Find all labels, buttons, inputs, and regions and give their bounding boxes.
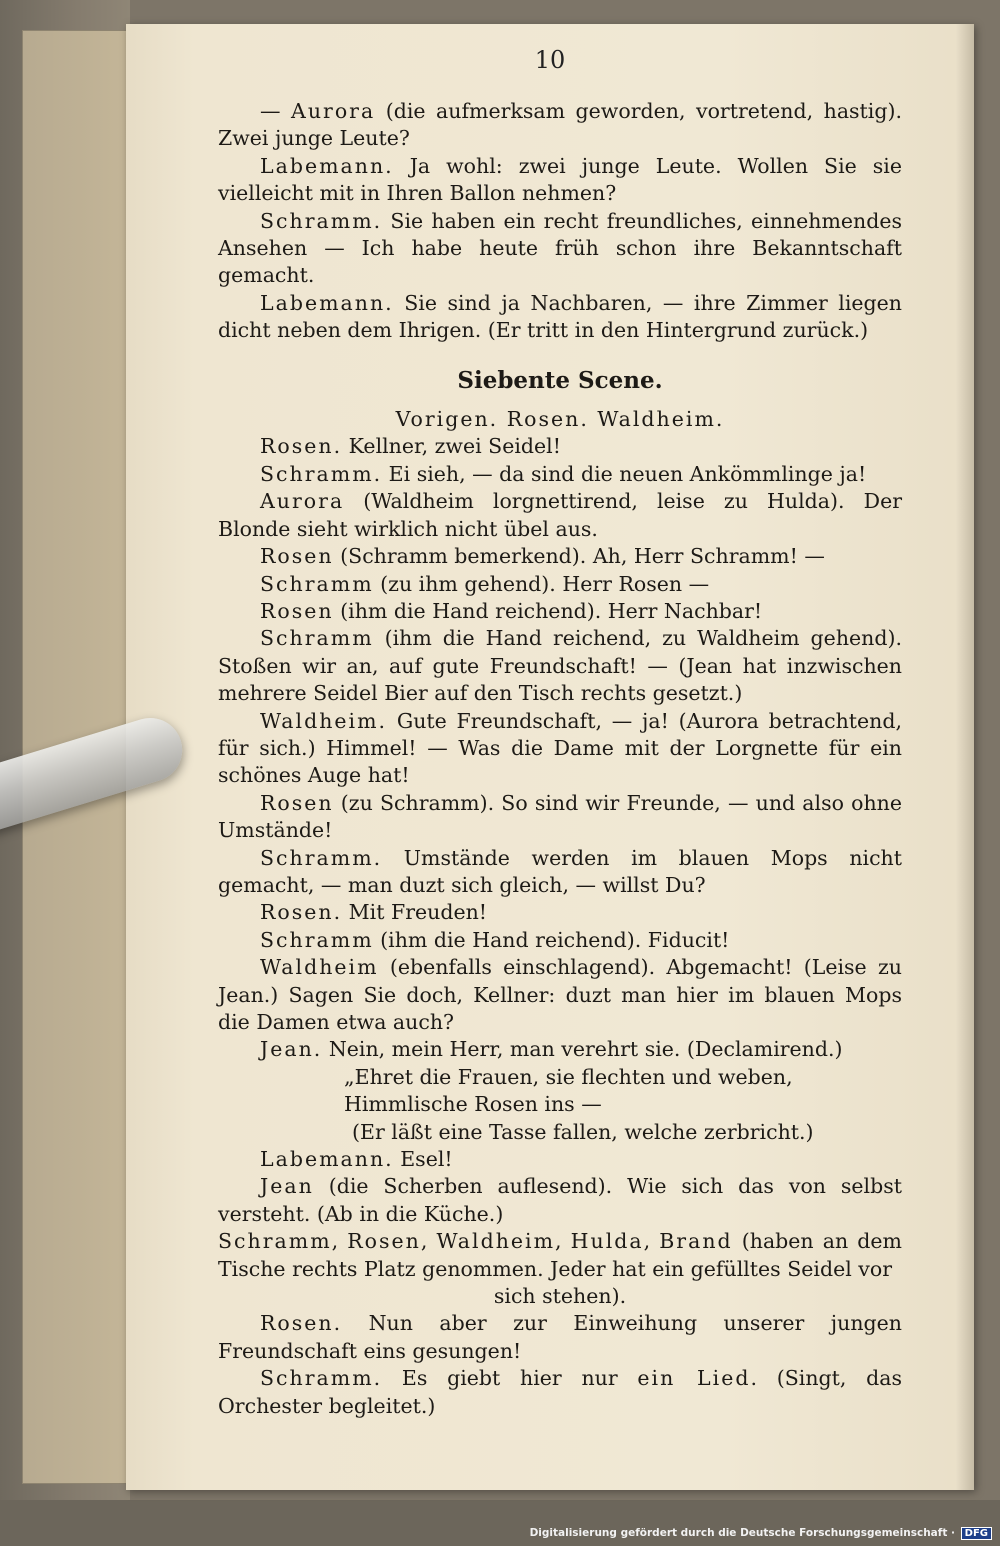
verse-line: „Ehret die Frauen, sie flechten und weben,: [344, 1064, 793, 1089]
speaker-name: Schramm.: [260, 208, 383, 233]
speaker-name: Schramm.: [260, 1366, 383, 1391]
speaker-name: Schramm: [260, 626, 374, 651]
verse-line: Himmlische Rosen ins —: [344, 1092, 602, 1117]
paragraph: [218, 1173, 902, 1228]
paragraph-text: (die aufmerksam geworden, vortretend, hastig). Zwei junge Leute?: [218, 99, 902, 151]
paragraph-text: (ebenfalls einschlagend). Abgemacht! (Leise zu Jean.) Sagen Sie doch, Kellner: duzt man hier im blauen Mops die Damen etwa auch?: [218, 955, 902, 1034]
speaker-name: Schramm: [260, 927, 374, 952]
paragraph-text: Ja wohl: zwei junge Leute. Wollen Sie sie vielleicht mit in Ihren Ballon nehmen?: [218, 153, 902, 206]
digitization-footer: [530, 1527, 992, 1540]
stage-direction-paragraph: [218, 1228, 902, 1310]
emphasized-text: ein Lied: [637, 1366, 751, 1391]
dfg-logo: DFG: [961, 1527, 992, 1540]
paragraph-text: Gute Freundschaft, — ja! (Aurora betrachtend, für sich.) Himmel! — Was die Dame mit der Lorgnette für ein schönes Auge hat!: [218, 708, 902, 788]
speaker-name: Schramm.: [260, 845, 383, 870]
paragraph-text: (haben an dem Tische rechts Platz genommen. Jeder hat ein gefülltes Seidel vor: [218, 1229, 902, 1281]
paragraph: [218, 845, 902, 900]
paragraph-text: (ihm die Hand reichend). Fiducit!: [373, 927, 730, 952]
speaker-name: Waldheim: [436, 1229, 556, 1254]
paragraph-text: Umstände werden im blauen Mops nicht gemacht, — man duzt sich gleich, — willst Du?: [218, 845, 902, 897]
cast-list: Vorigen. Rosen. Waldheim.: [395, 407, 725, 432]
speaker-name: Aurora: [291, 99, 376, 123]
speaker-name: Jean: [260, 1174, 314, 1199]
speaker-name: Jean.: [260, 1037, 323, 1062]
separator: ,: [555, 1229, 571, 1254]
paragraph-text: (zu Schramm). So sind wir Freunde, — und also ohne Umstände!: [218, 790, 902, 843]
paragraph: [218, 625, 902, 707]
speaker-name: Rosen: [347, 1229, 421, 1254]
scene-heading: Siebente Scene.: [457, 366, 663, 394]
speaker-name: Rosen: [260, 790, 334, 815]
speaker-name: Rosen: [260, 598, 334, 623]
speaker-name: Waldheim.: [260, 708, 388, 733]
paragraph: [218, 433, 902, 460]
paragraph: [218, 598, 902, 625]
paragraph-text: Nein, mein Herr, man verehrt sie. (Declamirend.): [322, 1037, 843, 1062]
paragraph-text: (die Scherben auflesend). Wie sich das von selbst versteht. (Ab in die Küche.): [218, 1174, 902, 1226]
book-page: [126, 24, 974, 1490]
paragraph: [218, 571, 902, 598]
paragraph: [218, 899, 902, 926]
paragraph: [218, 1036, 902, 1063]
speaker-name: Labemann.: [260, 1147, 394, 1172]
paragraph-text: Es giebt hier nur: [382, 1366, 638, 1391]
page-number: 10: [534, 46, 566, 74]
paragraph: [218, 1146, 902, 1173]
paragraph: [218, 461, 902, 488]
paragraph: [218, 954, 902, 1036]
speaker-name: Labemann.: [260, 153, 394, 178]
paragraph: [218, 927, 902, 954]
paragraph: [218, 1310, 902, 1365]
separator: ,: [331, 1229, 348, 1254]
paragraph: [218, 153, 902, 208]
paragraph-text: (Waldheim lorgnettirend, leise zu Hulda). Der Blonde sieht wirklich nicht übel aus.: [218, 489, 902, 541]
paragraph-text-tail: sich stehen).: [493, 1284, 627, 1309]
speaker-name: Brand: [659, 1229, 733, 1254]
paragraph: [218, 708, 902, 790]
speaker-name: Hulda: [570, 1229, 644, 1254]
paragraph: [218, 1365, 902, 1420]
stage-direction: (Er läßt eine Tasse fallen, welche zerbricht.): [352, 1119, 814, 1144]
paragraph: — Aurora (die aufmerksam geworden, vortretend, hastig). Zwei junge Leute?: [218, 99, 902, 151]
separator: ,: [643, 1229, 660, 1254]
paragraph: [218, 790, 902, 845]
separator: ,: [420, 1229, 437, 1254]
paragraph-text: Sie haben ein recht freundliches, einnehmendes Ansehen — Ich habe heute früh schon ihre Bekanntschaft gemacht.: [218, 208, 902, 288]
paragraph-text: Ei sieh, — da sind die neuen Ankömmlinge ja!: [382, 461, 867, 486]
speaker-name: Labemann.: [260, 290, 394, 315]
paragraph: [218, 208, 902, 290]
page-text: [218, 98, 902, 1420]
paragraph: [218, 488, 902, 543]
speaker-name: Aurora: [260, 489, 345, 514]
speaker-name: Schramm.: [260, 461, 383, 486]
paragraph-text: (zu ihm gehend). Herr Rosen —: [373, 571, 710, 596]
speaker-name: Schramm: [260, 571, 374, 596]
footer-text: Digitalisierung gefördert durch die Deutsche Forschungsgemeinschaft ·: [529, 1527, 955, 1539]
speaker-name: Rosen.: [260, 434, 343, 459]
paragraph-text: . (Singt, das Orchester begleitet.): [218, 1366, 903, 1418]
paragraph-text: (ihm die Hand reichend, zu Waldheim gehend). Stoßen wir an, auf gute Freundschaft! — (Jean hat inzwischen mehrere Seidel Bier auf den Tisch rechts gesetzt.): [218, 626, 902, 706]
paragraph-text: (Schramm bemerkend). Ah, Herr Schramm! —: [333, 544, 825, 569]
speaker-name: Rosen.: [260, 1311, 343, 1336]
page-gutter-shadow: [956, 24, 974, 1490]
speaker-name: Rosen: [260, 544, 334, 569]
speaker-name: Rosen.: [260, 900, 343, 925]
paragraph-text: Esel!: [393, 1147, 453, 1172]
speaker-name: Schramm: [218, 1229, 332, 1254]
paragraph: [218, 543, 902, 570]
paragraph-text: Kellner, zwei Seidel!: [342, 434, 561, 459]
paragraph-text: Nun aber zur Einweihung unserer jungen Freundschaft eins gesungen!: [218, 1311, 902, 1363]
speaker-name: Waldheim: [260, 955, 379, 980]
paragraph-text: (ihm die Hand reichend). Herr Nachbar!: [333, 598, 763, 623]
paragraph: [218, 290, 902, 345]
paragraph-text: Mit Freuden!: [342, 900, 488, 925]
paragraph-text: Sie sind ja Nachbaren, — ihre Zimmer liegen dicht neben dem Ihrigen. (Er tritt in den Hintergrund zurück.): [218, 290, 902, 343]
